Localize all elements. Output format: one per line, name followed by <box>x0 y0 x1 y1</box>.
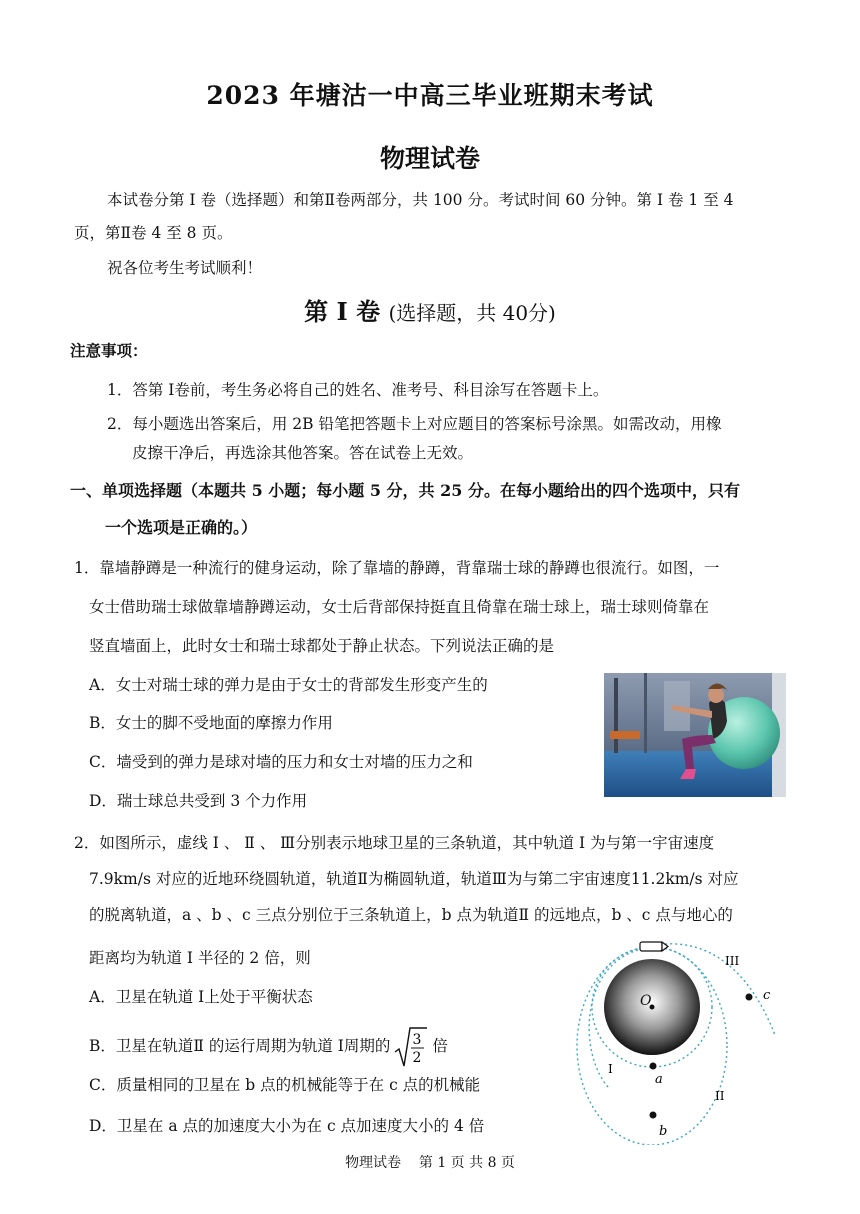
q1-option-a: A．女士对瑞士球的弹力是由于女士的背部发生形变产生的 <box>89 676 488 694</box>
rocket-icon <box>640 942 668 951</box>
label-c: c <box>763 988 771 1003</box>
q2-option-b-suffix: 倍 <box>432 1037 448 1055</box>
wish-text: 祝各位考生考试顺利！ <box>107 259 263 277</box>
page-footer: 物理试卷 第 1 页 共 8 页 <box>345 1155 515 1171</box>
notice-item-2-cont: 皮擦干净后，再选涂其他答案。答在试卷上无效。 <box>132 444 474 462</box>
sqrt-fraction <box>394 1026 428 1068</box>
q1-option-d: D．瑞士球总共受到 3 个力作用 <box>89 792 308 810</box>
q1-option-b: B．女士的脚不受地面的摩擦力作用 <box>89 714 333 732</box>
label-a: a <box>655 1072 663 1087</box>
q2-option-a: A．卫星在轨道 Ⅰ上处于平衡状态 <box>89 988 313 1006</box>
q2-stem-4: 距离均为轨道 Ⅰ 半径的 2 倍，则 <box>89 949 311 967</box>
q1-stem-2: 女士借助瑞士球做靠墙静蹲运动，女士后背部保持挺直且倚靠在瑞士球上，瑞士球则倚靠在 <box>89 598 710 616</box>
section-heading-cont: 一个选项是正确的。） <box>105 518 258 537</box>
volume-heading <box>0 292 860 327</box>
label-orbit-III: III <box>725 954 740 968</box>
exam-title: 2023 年塘沽一中高三毕业班期末考试 <box>206 81 654 110</box>
volume-paren: (选择题，共 40分) <box>388 301 556 325</box>
frac-denominator: 2 <box>412 1050 422 1066</box>
q2-stem-3: 的脱离轨道，a 、b 、c 三点分别位于三条轨道上，b 点为轨道Ⅱ 的远地点，b 、c 点与地心的 <box>89 906 733 924</box>
notice-heading: 注意事项： <box>70 341 148 360</box>
orbit-diagram <box>570 935 785 1145</box>
q2-stem-1: 2．如图所示，虚线 Ⅰ 、 Ⅱ 、 Ⅲ分别表示地球卫星的三条轨道，其中轨道 Ⅰ 为与第一宇宙速度 <box>74 834 715 852</box>
intro-line-2: 页，第Ⅱ卷 4 至 8 页。 <box>74 224 233 242</box>
notice-item-2: 2．每小题选出答案后，用 2B 铅笔把答题卡上对应题目的答案标号涂黑。如需改动，用橡 <box>107 415 722 433</box>
section-heading: 一、单项选择题（本题共 5 小题；每小题 5 分，共 25 分。在每小题给出的四个选项中，只有 <box>70 481 740 500</box>
center-label: O <box>640 993 652 1009</box>
q2-option-b <box>89 1026 448 1068</box>
q2-stem-2: 7.9km/s 对应的近地环绕圆轨道，轨道Ⅱ为椭圆轨道，轨道Ⅲ为与第二宇宙速度11.2km/s 对应 <box>89 870 739 888</box>
point-a <box>650 1063 657 1070</box>
q1-photo <box>604 673 786 797</box>
q1-stem-3: 竖直墙面上，此时女士和瑞士球都处于静止状态。下列说法正确的是 <box>89 637 555 655</box>
q1-stem-1: 1．靠墙静蹲是一种流行的健身运动，除了靠墙的静蹲，背靠瑞士球的静蹲也很流行。如图，一 <box>74 559 720 577</box>
exam-subtitle: 物理试卷 <box>379 144 480 173</box>
label-orbit-II: II <box>715 1089 725 1103</box>
frac-numerator: 3 <box>412 1032 422 1048</box>
label-b: b <box>659 1124 668 1139</box>
point-c <box>746 994 753 1001</box>
q1-option-c: C．墙受到的弹力是球对墙的压力和女士对墙的压力之和 <box>89 753 473 771</box>
point-b <box>650 1112 657 1119</box>
q2-option-d: D．卫星在 a 点的加速度大小为在 c 点加速度大小的 4 倍 <box>89 1117 485 1135</box>
q2-option-b-text: B．卫星在轨道Ⅱ 的运行周期为轨道 Ⅰ周期的 <box>89 1037 391 1055</box>
gym-illustration <box>604 673 786 797</box>
volume-main: 第 Ⅰ 卷 <box>304 297 381 326</box>
q2-option-c: C．质量相同的卫星在 b 点的机械能等于在 c 点的机械能 <box>89 1076 481 1094</box>
notice-item-1: 1．答第 Ⅰ卷前，考生务必将自己的姓名、准考号、科目涂写在答题卡上。 <box>107 381 609 399</box>
label-orbit-I: I <box>608 1062 613 1076</box>
intro-line-1: 本试卷分第 Ⅰ 卷（选择题）和第Ⅱ卷两部分，共 100 分。考试时间 60 分钟。第 Ⅰ 卷 1 至 4 <box>107 191 734 209</box>
